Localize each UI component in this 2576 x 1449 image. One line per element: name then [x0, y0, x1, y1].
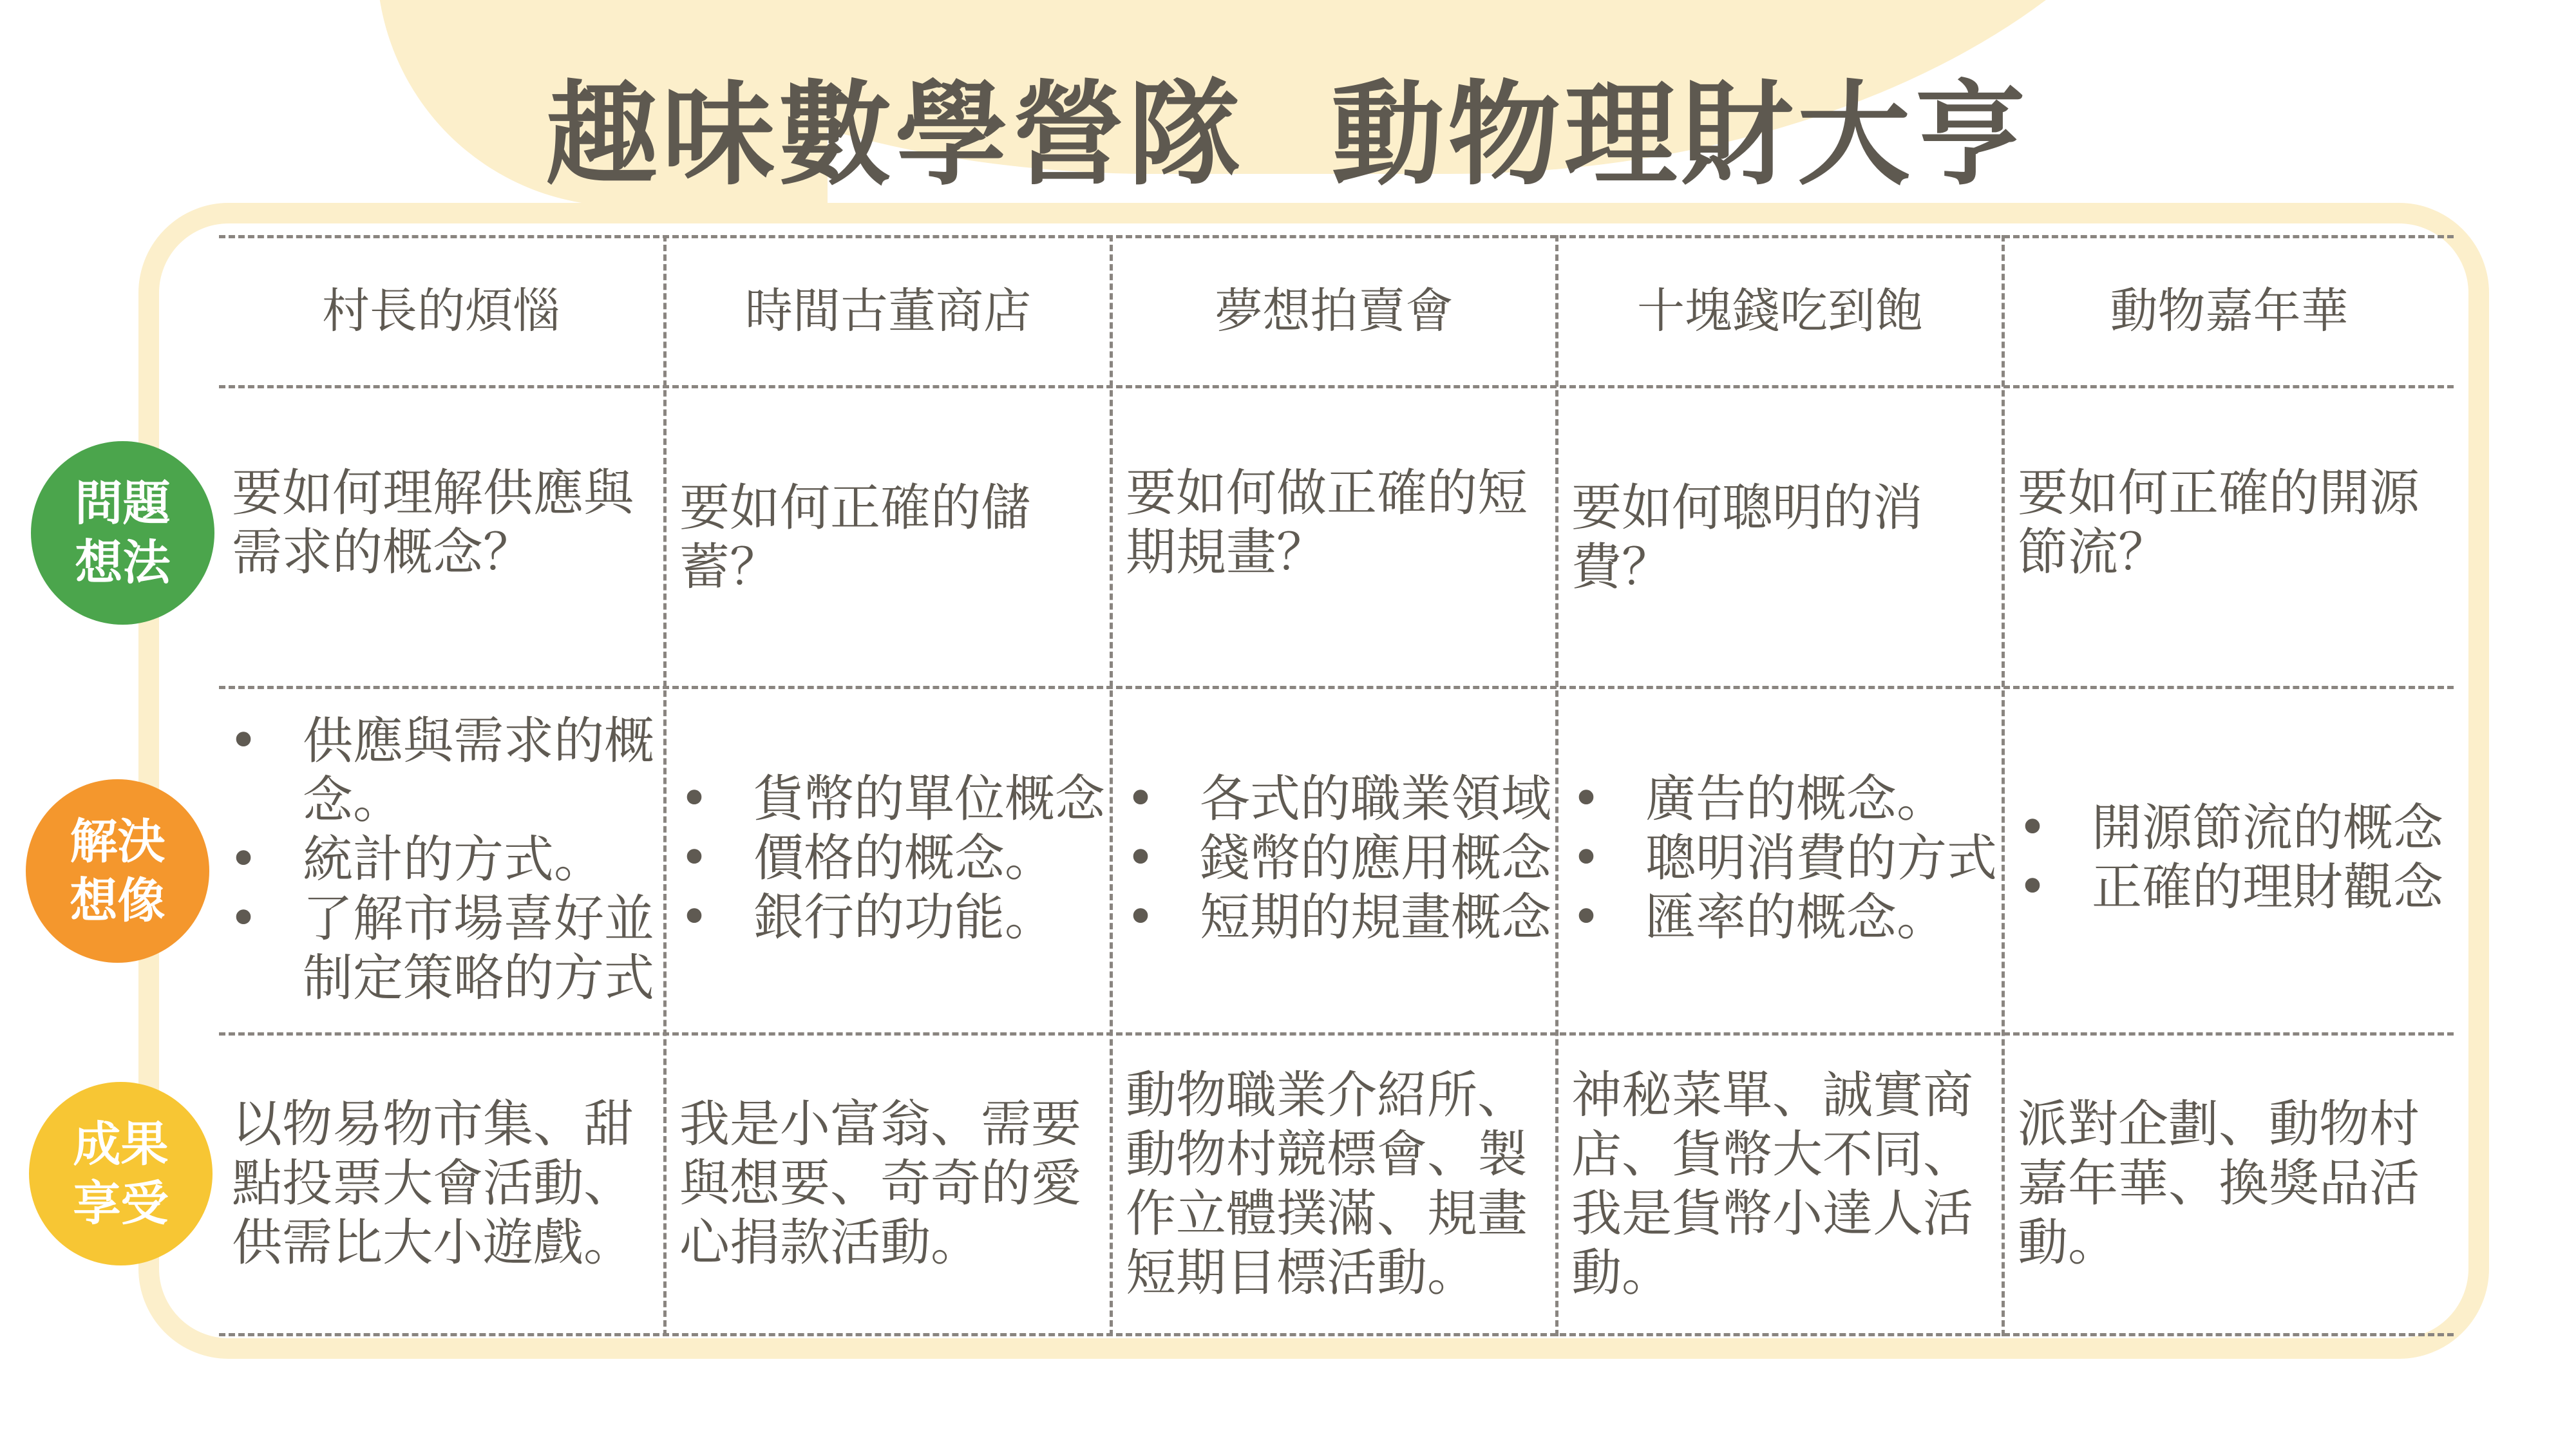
table-cell	[679, 770, 1117, 956]
cell-line: 動。	[1571, 1244, 1672, 1302]
list-item: • 統計的方式。	[229, 830, 667, 889]
row-label-text: 成果	[73, 1116, 169, 1172]
cell-line: 派對企劃、動物村	[2018, 1095, 2420, 1153]
list-item: • 開源節流的概念	[2018, 799, 2456, 858]
table-cell	[1571, 770, 2009, 956]
cell-line: 要如何正確的開源	[2018, 464, 2420, 522]
grid-line	[219, 235, 2454, 238]
list-item: • 銀行的功能。	[679, 888, 1117, 947]
cell-line: 需求的概念？	[232, 524, 534, 582]
grid-line	[219, 1032, 2454, 1036]
row-label-text: 想法	[75, 535, 171, 591]
column-header: 村長的煩惱	[322, 283, 560, 339]
bullet-list	[679, 770, 1117, 947]
list-item: • 錢幣的應用概念	[1126, 829, 1564, 888]
bullet-list	[229, 712, 667, 1008]
cell-line: 短期目標活動。	[1126, 1244, 1478, 1302]
row-label-text: 解決	[70, 813, 166, 869]
cell-line: 心捐款活動。	[679, 1214, 981, 1272]
table-cell	[1126, 1066, 1557, 1311]
column-header: 夢想拍賣會	[1215, 283, 1454, 339]
list-item: • 匯率的概念。	[1571, 888, 2009, 947]
bullet-list	[1571, 770, 2009, 947]
table-cell	[229, 712, 667, 1014]
cell-line: 期規畫？	[1126, 524, 1327, 582]
cell-line: 要如何聰明的消費？	[1571, 479, 1924, 596]
cell-line: 與想要、奇奇的愛	[679, 1155, 1082, 1213]
grid-line	[219, 1333, 2454, 1336]
cell-line: 動物村競標會、製	[1126, 1126, 1528, 1184]
list-item: • 各式的職業領域	[1126, 770, 1564, 829]
row-label-text: 享受	[73, 1175, 169, 1231]
bullet-list	[1126, 770, 1564, 947]
cell-line: 動物職業介紹所、	[1126, 1066, 1528, 1124]
table-cell	[1126, 770, 1564, 956]
row-label-badge	[29, 1082, 213, 1265]
cell-line: 節流？	[2018, 524, 2169, 582]
row-label-text: 想像	[70, 873, 166, 929]
table-cell	[2018, 799, 2456, 927]
column-header: 時間古董商店	[745, 283, 1031, 339]
list-item: • 聰明消費的方式	[1571, 829, 2009, 888]
cell-line: 作立體撲滿、規畫	[1126, 1185, 1528, 1243]
table-cell	[2018, 464, 2456, 612]
list-item: • 正確的理財觀念	[2018, 858, 2456, 917]
column-header: 動物嘉年華	[2110, 283, 2349, 339]
grid-line	[219, 385, 2454, 388]
table-cell	[679, 1095, 1111, 1282]
cell-line: 要如何理解供應與	[232, 464, 634, 522]
cell-line: 動。	[2018, 1214, 2119, 1272]
row-label-text: 問題	[75, 475, 171, 531]
table-cell	[679, 477, 1111, 599]
list-item: • 貨幣的單位概念	[679, 770, 1117, 829]
bullet-list	[2018, 799, 2456, 917]
cell-line: 供需比大小遊戲。	[232, 1214, 634, 1272]
list-item: • 短期的規畫概念	[1126, 888, 1564, 947]
table-cell	[2018, 1095, 2456, 1282]
cell-line: 嘉年華、換獎品活	[2018, 1155, 2420, 1213]
cell-line: 要如何做正確的短	[1126, 464, 1528, 522]
table-cell	[1571, 1066, 2003, 1311]
cell-line: 要如何正確的儲蓄？	[679, 479, 1032, 596]
table-cell	[1571, 477, 2003, 599]
list-item: • 供應與需求的概 念。	[229, 712, 667, 830]
cell-line: 店、貨幣大不同、	[1571, 1126, 1974, 1184]
list-item: • 了解市場喜好並 制定策略的方式	[229, 889, 667, 1008]
page-title: 趣味數學營隊 動物理財大亨	[545, 70, 2031, 201]
list-item: • 價格的概念。	[679, 829, 1117, 888]
cell-line: 以物易物市集、甜	[232, 1095, 634, 1153]
table-cell	[232, 464, 663, 612]
table-cell	[232, 1095, 663, 1282]
cell-line: 我是貨幣小達人活	[1571, 1185, 1974, 1243]
row-label-badge	[26, 779, 209, 963]
grid-line	[219, 686, 2454, 689]
row-label-badge	[31, 441, 214, 625]
cell-line: 點投票大會活動、	[232, 1155, 634, 1213]
table-cell	[1126, 464, 1557, 612]
column-header: 十塊錢吃到飽	[1637, 283, 1923, 339]
list-item: • 廣告的概念。	[1571, 770, 2009, 829]
cell-line: 神秘菜單、誠實商	[1571, 1066, 1974, 1124]
cell-line: 我是小富翁、需要	[679, 1095, 1082, 1153]
